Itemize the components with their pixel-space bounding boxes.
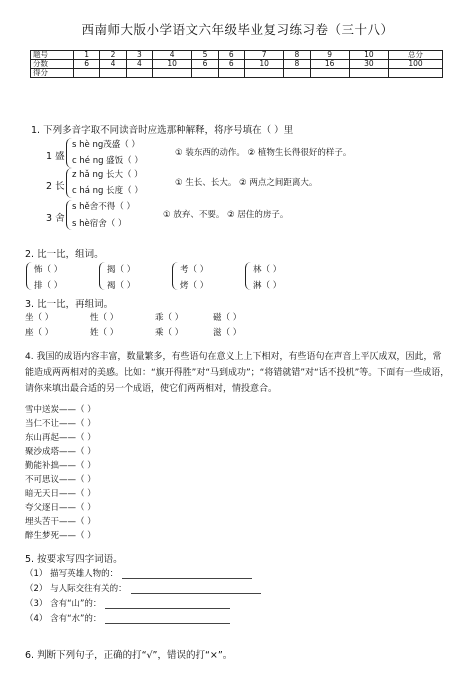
q2-word[interactable]: 林（ ） [253,265,282,275]
q3-word[interactable]: 性（ ） [90,313,119,323]
q4-idiom[interactable]: 埋头苦干——（ ） [25,517,96,527]
q4-idiom[interactable]: 勤能补拙——（ ） [25,461,96,471]
cell: 3 [126,51,152,60]
cell[interactable] [192,69,218,78]
cell: 9 [310,51,349,60]
cell[interactable] [100,69,126,78]
q4-idiom[interactable]: 雪中送炭——（ ） [25,405,96,415]
q2-word[interactable]: 排（ ） [34,281,63,291]
score-row-points [31,60,443,69]
q1-item-1-b[interactable]: c hé ng 盛饭（ ） [72,156,143,166]
cell: 1 [74,51,100,60]
cell[interactable] [153,69,192,78]
q2-prompt: 2. 比一比，组词。 [25,249,104,260]
q3-word[interactable]: 滋（ ） [213,328,242,338]
q4-idiom[interactable]: 不可思议——（ ） [25,475,96,485]
cell: 8 [284,60,310,69]
q3-word[interactable]: 磁（ ） [213,313,242,323]
q4-idiom[interactable]: 醉生梦死——（ ） [25,531,96,541]
q5-item [25,597,230,609]
q4-idiom[interactable]: 夸父逐日——（ ） [25,503,96,513]
cell: 6 [74,60,100,69]
cell: 6 [218,51,244,60]
q2-word[interactable]: 怖（ ） [34,265,63,275]
score-table [30,50,443,78]
q2-word[interactable]: 褐（ ） [107,281,136,291]
q1-prompt: 1. 下列多音字取不同读音时应选那种解释，将序号填在（ ）里 [31,125,294,136]
brace [172,262,178,290]
q5-item-label: （2） 与人际交往有关的： [25,584,127,594]
q1-item-3-a[interactable]: s hě舍不得（ ） [72,202,135,212]
cell: 题号 [31,51,74,60]
q4-idiom[interactable]: 东山再起——（ ） [25,433,96,443]
q5-item-label: （4） 含有“水”的： [25,614,102,624]
cell: 6 [192,60,218,69]
cell[interactable] [74,69,100,78]
cell[interactable] [284,69,310,78]
cell: 30 [349,60,388,69]
cell: 4 [126,60,152,69]
q5-item [25,612,230,624]
cell: 2 [100,51,126,60]
cell: 10 [153,60,192,69]
q3-word[interactable]: 乖（ ） [155,313,184,323]
answer-blank[interactable] [105,615,230,624]
q3-word[interactable]: 坐（ ） [25,313,54,323]
q2-word[interactable]: 烤（ ） [180,281,209,291]
q5-item-label: （1） 描写英雄人物的： [25,569,119,579]
cell: 6 [218,60,244,69]
q1-item-3-b[interactable]: s hè宿舍（ ） [72,219,127,229]
cell[interactable] [349,69,388,78]
q2-word[interactable]: 考（ ） [180,265,209,275]
q4-idiom[interactable]: 暗无天日——（ ） [25,489,96,499]
cell: 4 [100,60,126,69]
q5-item [25,567,252,579]
q1-item-1-char: 1 盛 [46,151,65,162]
cell: 10 [245,60,284,69]
cell: 8 [284,51,310,60]
score-row-obtained [31,69,443,78]
answer-blank[interactable] [131,585,261,594]
cell: 5 [192,51,218,60]
q4-idiom[interactable]: 聚沙成塔——（ ） [25,447,96,457]
q1-item-2-a[interactable]: z hǎ ng 长大（ ） [72,170,143,180]
q5-item-label: （3） 含有“山”的： [25,599,102,609]
answer-blank[interactable] [122,570,252,579]
q3-word[interactable]: 姓（ ） [90,328,119,338]
q1-item-1-meaning: ① 装东西的动作。 ② 植物生长得很好的样子。 [175,148,352,158]
q3-word[interactable]: 乘（ ） [155,328,184,338]
q5-prompt: 5. 按要求写四字词语。 [25,554,123,565]
q1-item-2-char: 2 长 [46,181,65,192]
q3-word[interactable]: 座（ ） [25,328,54,338]
q1-item-3-meaning: ① 放弃、不要。 ② 居住的房子。 [163,210,289,220]
q1-item-3-char: 3 舍 [46,213,65,224]
q2-word[interactable]: 淋（ ） [253,281,282,291]
q1-item-2-b[interactable]: c há ng 长度（ ） [72,186,143,196]
cell[interactable] [310,69,349,78]
cell[interactable] [126,69,152,78]
cell[interactable] [245,69,284,78]
q2-word[interactable]: 揭（ ） [107,265,136,275]
page-title: 西南师大版小学语文六年级毕业复习练习卷（三十八） [81,22,394,37]
q5-item [25,582,261,594]
brace [245,262,251,290]
cell: 7 [245,51,284,60]
cell: 4 [153,51,192,60]
cell[interactable] [388,69,442,78]
cell: 分数 [31,60,74,69]
answer-blank[interactable] [105,600,230,609]
q1-item-2-meaning: ① 生长、长大。 ② 两点之间距离大。 [175,178,318,188]
cell: 得分 [31,69,74,78]
q3-prompt: 3. 比一比，再组词。 [25,299,114,310]
q4-idiom[interactable]: 当仁不让——（ ） [25,419,96,429]
cell: 100 [388,60,442,69]
score-row-question [31,51,443,60]
q4-text: 4. 我国的成语内容丰富，数量繁多，有些语句在意义上上下相对，有些语句在声音上平仄成双，因此，常能造成两两相对的美感。比如：“旗开得胜”对“马到成功”；“将错就错”对“话不投机”等。下面有一些成语，请你来填出最合适的另一个成语，使它们两两相对，情投意合。 [25,352,450,394]
cell[interactable] [218,69,244,78]
brace [99,262,105,290]
q6-prompt: 6. 判断下列句子，正确的打“√”，错误的打“×”。 [25,650,233,661]
cell: 10 [349,51,388,60]
brace [26,262,32,290]
cell: 16 [310,60,349,69]
cell: 总分 [388,51,442,60]
q1-item-1-a[interactable]: s hè ng茂盛（ ） [72,140,140,150]
